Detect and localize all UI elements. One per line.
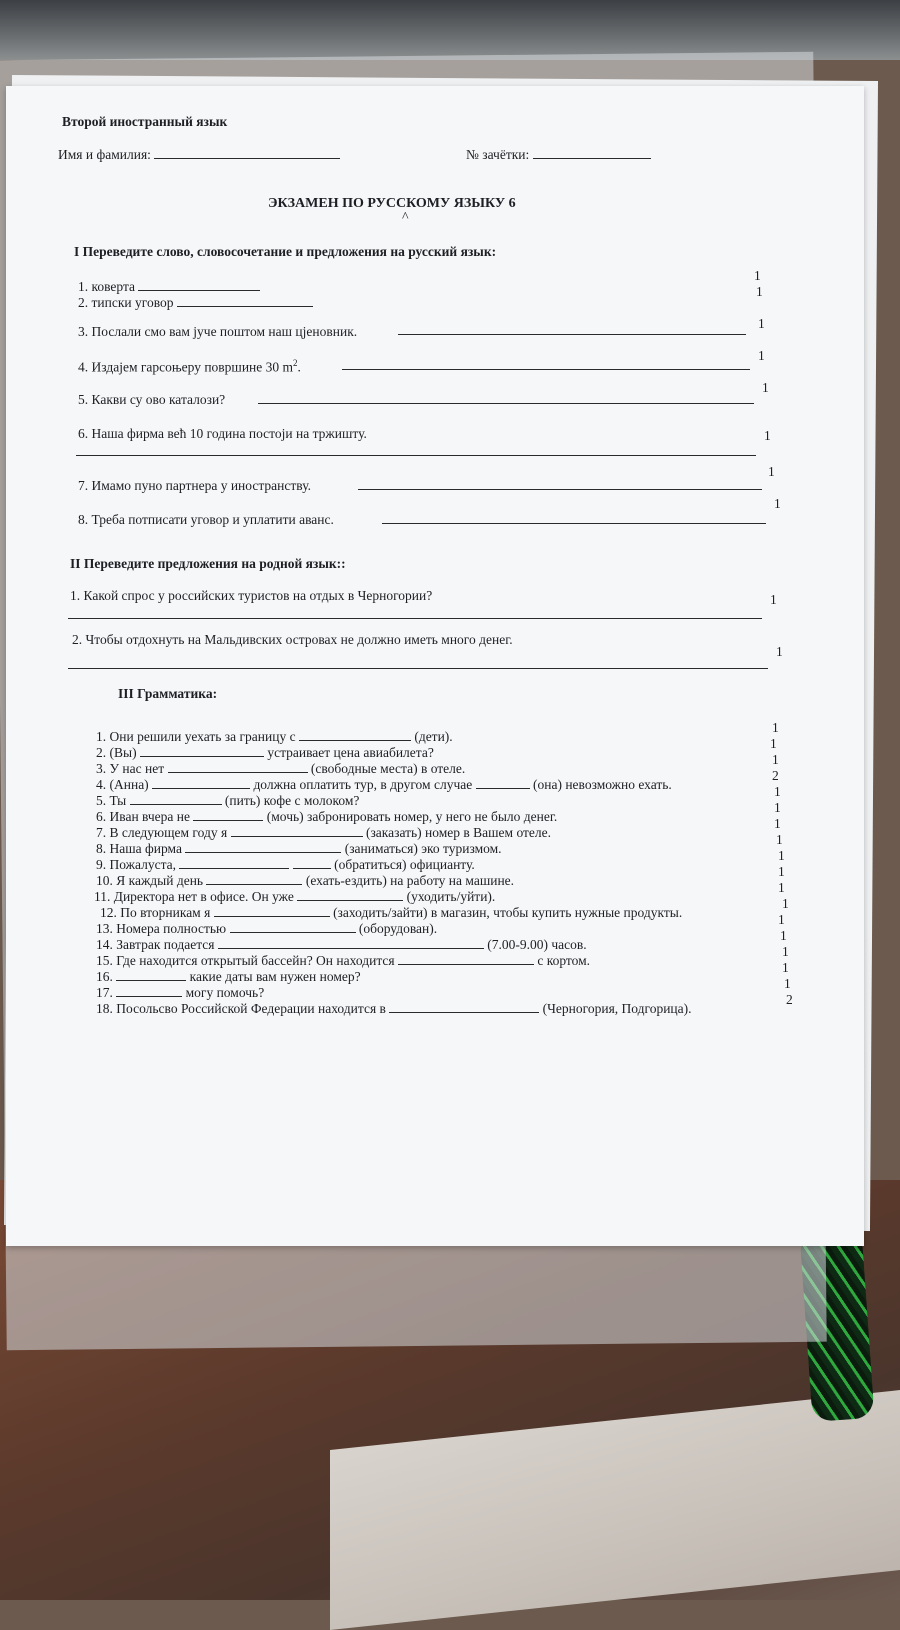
points: 1 xyxy=(782,896,789,911)
points: 1 xyxy=(770,592,777,607)
points: 1 xyxy=(780,928,787,943)
grammar-item-5: 5. Ты (пить) кофе с молоком? xyxy=(96,793,360,808)
points: 1 xyxy=(762,380,769,395)
answer-blank xyxy=(179,856,289,869)
answer-line xyxy=(76,455,756,456)
name-label: Имя и фамилия: xyxy=(58,147,151,162)
answer-blank xyxy=(130,792,222,805)
s2-item-2: 2. Чтобы отдохнуть на Мальдивских островах не должно иметь много денег. xyxy=(72,632,513,647)
points: 1 xyxy=(774,800,781,815)
answer-line xyxy=(258,403,754,404)
grammar-item-12: 12. По вторникам я (заходить/зайти) в магазин, чтобы купить нужные продукты. xyxy=(100,905,683,920)
grammar-item-18: 18. Посольсво Российской Федерации находится в (Черногория, Подгорица). xyxy=(96,1001,692,1016)
answer-blank xyxy=(299,728,411,741)
grammar-item-8: 8. Наша фирма (заниматься) эко туризмом. xyxy=(96,841,502,856)
points: 1 xyxy=(758,316,765,331)
answer-blank xyxy=(116,984,182,997)
answer-line xyxy=(342,369,750,370)
answer-blank xyxy=(138,278,260,291)
grammar-item-4: 4. (Анна) должна оплатить тур, в другом случае (она) невозможно ехать. xyxy=(96,777,672,792)
answer-blank xyxy=(297,888,403,901)
s1-item-7: 7. Имамо пуно партнера у иностранству. xyxy=(78,478,311,493)
s1-item-3: 3. Послали смо вам јуче поштом наш цјеновник. xyxy=(78,324,358,339)
points: 1 xyxy=(756,284,763,299)
section1-heading: I Переведите слово, словосочетание и предложения на русский язык: xyxy=(74,244,497,259)
name-field xyxy=(58,146,340,163)
points: 1 xyxy=(774,784,781,799)
grammar-item-13: 13. Номера полностью (оборудован). xyxy=(96,921,438,936)
record-field xyxy=(466,146,651,163)
points: 1 xyxy=(776,832,783,847)
record-label: № зачётки: xyxy=(466,147,530,162)
answer-line xyxy=(68,618,762,619)
grammar-item-7: 7. В следующем году я (заказать) номер в Вашем отеле. xyxy=(96,825,552,840)
grammar-item-6: 6. Иван вчера не (мочь) забронировать номер, у него не было денег. xyxy=(96,809,558,824)
grammar-item-15: 15. Где находится открытый бассейн? Он находится с кортом. xyxy=(96,953,591,968)
answer-blank xyxy=(185,840,341,853)
section3-heading: III Грамматика: xyxy=(118,686,218,701)
s1-item-4: 4. Издајем гарсоњеру површине 30 $m^2$. xyxy=(78,358,301,375)
answer-blank xyxy=(214,904,330,917)
s2-item-1: 1. Какой спрос у российских туристов на отдых в Черногории? xyxy=(70,588,433,603)
points: 1 xyxy=(772,720,779,735)
s1-item-1: 1. коверта xyxy=(78,278,260,295)
answer-line xyxy=(68,668,768,669)
answer-blank xyxy=(476,776,530,789)
answer-blank xyxy=(230,920,356,933)
answer-blank xyxy=(398,952,534,965)
points: 1 xyxy=(776,644,783,659)
points: 1 xyxy=(778,864,785,879)
answer-blank xyxy=(218,936,484,949)
exam-sheet xyxy=(6,86,864,1246)
answer-blank xyxy=(389,1000,539,1013)
title-mark: ^ xyxy=(402,210,409,225)
grammar-item-1: 1. Они решили уехать за границу с (дети). xyxy=(96,729,453,744)
points: 1 xyxy=(772,752,779,767)
grammar-item-16: 16. какие даты вам нужен номер? xyxy=(96,969,361,984)
answer-blank xyxy=(293,856,331,869)
s1-item-6: 6. Наша фирма већ 10 година постоји на тржишту. xyxy=(78,426,367,441)
points: 1 xyxy=(778,912,785,927)
answer-line xyxy=(382,523,766,524)
points: 1 xyxy=(754,268,761,283)
answer-blank xyxy=(116,968,186,981)
grammar-item-11: 11. Директора нет в офисе. Он уже (уходить/уйти). xyxy=(94,889,496,904)
background-dark-surface xyxy=(0,0,900,60)
points: 1 xyxy=(770,736,777,751)
points: 2 xyxy=(772,768,779,783)
answer-line xyxy=(358,489,762,490)
answer-blank xyxy=(193,808,263,821)
s1-item-2: 2. типски уговор xyxy=(78,294,313,311)
exam-title: ЭКЗАМЕН ПО РУССКОМУ ЯЗЫКУ 6 xyxy=(268,196,516,211)
answer-blank xyxy=(231,824,363,837)
points: 1 xyxy=(774,816,781,831)
s1-item-8: 8. Треба потписати уговор и уплатити аванс. xyxy=(78,512,334,527)
answer-blank xyxy=(168,760,308,773)
points: 1 xyxy=(782,944,789,959)
answer-blank xyxy=(140,744,264,757)
answer-blank xyxy=(206,872,302,885)
points: 1 xyxy=(784,976,791,991)
course-title: Второй иностранный язык xyxy=(62,114,228,129)
points: 1 xyxy=(764,428,771,443)
grammar-item-3: 3. У нас нет (свободные места) в отеле. xyxy=(96,761,466,776)
grammar-item-17: 17. могу помочь? xyxy=(96,985,265,1000)
answer-blank xyxy=(177,294,313,307)
points: 1 xyxy=(782,960,789,975)
name-blank xyxy=(154,146,340,159)
grammar-item-14: 14. Завтрак подается (7.00-9.00) часов. xyxy=(96,937,587,952)
points: 2 xyxy=(786,992,793,1007)
record-blank xyxy=(533,146,651,159)
answer-blank xyxy=(152,776,250,789)
section2-heading: II Переведите предложения на родной язык:: xyxy=(70,556,346,571)
points: 1 xyxy=(758,348,765,363)
points: 1 xyxy=(768,464,775,479)
points: 1 xyxy=(774,496,781,511)
answer-line xyxy=(398,334,746,335)
points: 1 xyxy=(778,848,785,863)
grammar-item-10: 10. Я каждый день (ехать-ездить) на работу на машине. xyxy=(96,873,515,888)
grammar-item-9: 9. Пожалуста, (обратиться) официанту. xyxy=(96,857,475,872)
points: 1 xyxy=(778,880,785,895)
s1-item-5: 5. Какви су ово каталози? xyxy=(78,392,226,407)
grammar-item-2: 2. (Вы) устраивает цена авиабилета? xyxy=(96,745,434,760)
